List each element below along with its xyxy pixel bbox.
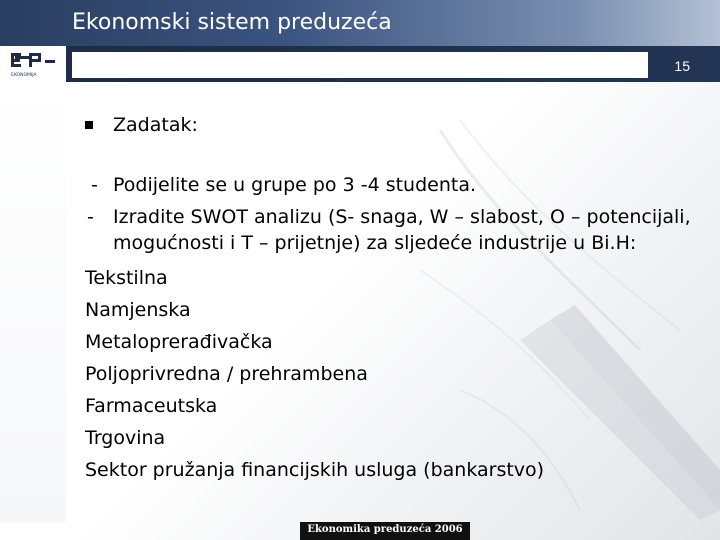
dash-item <box>85 204 695 256</box>
dash-item-text: Podijelite se u grupe po 3 -4 studenta. <box>113 174 477 196</box>
left-margin <box>0 82 66 522</box>
industry-item: Tekstilna <box>85 267 168 289</box>
industry-item: Trgovina <box>85 427 166 449</box>
industry-item: Farmaceutska <box>85 395 218 417</box>
dash-marker: - <box>87 206 94 228</box>
industry-item: Sektor pružanja financijskih usluga (bankarstvo) <box>85 459 545 481</box>
footer-text: Ekonomika preduzeća 2006 <box>307 524 463 535</box>
bullet-item <box>85 112 695 138</box>
industry-item: Poljoprivredna / prehrambena <box>85 363 368 385</box>
logo <box>0 46 66 82</box>
dash-item-text: Izradite SWOT analizu (S- snaga, W – slabost, O – potencijali, mogućnosti i T – prijetnje) za sljedeće industrije u Bi.H: <box>113 206 691 254</box>
footer-band <box>300 522 470 540</box>
slide-title: Ekonomski sistem preduzeća <box>72 10 392 35</box>
industry-item: Namjenska <box>85 299 191 321</box>
dash-item <box>85 172 695 198</box>
ep-logo-icon <box>7 50 59 80</box>
slide-content <box>85 112 695 486</box>
slide-number-bar-inset <box>72 52 648 78</box>
logo-text: EKONOMIJA <box>11 73 37 78</box>
square-bullet-icon <box>85 121 93 129</box>
industry-item: Metaloprerađivačka <box>85 331 273 353</box>
title-bar <box>0 0 720 46</box>
footer <box>0 522 720 540</box>
bullet-heading: Zadatak: <box>113 114 198 136</box>
slide-number: 15 <box>674 58 690 74</box>
dash-marker: - <box>91 174 98 196</box>
